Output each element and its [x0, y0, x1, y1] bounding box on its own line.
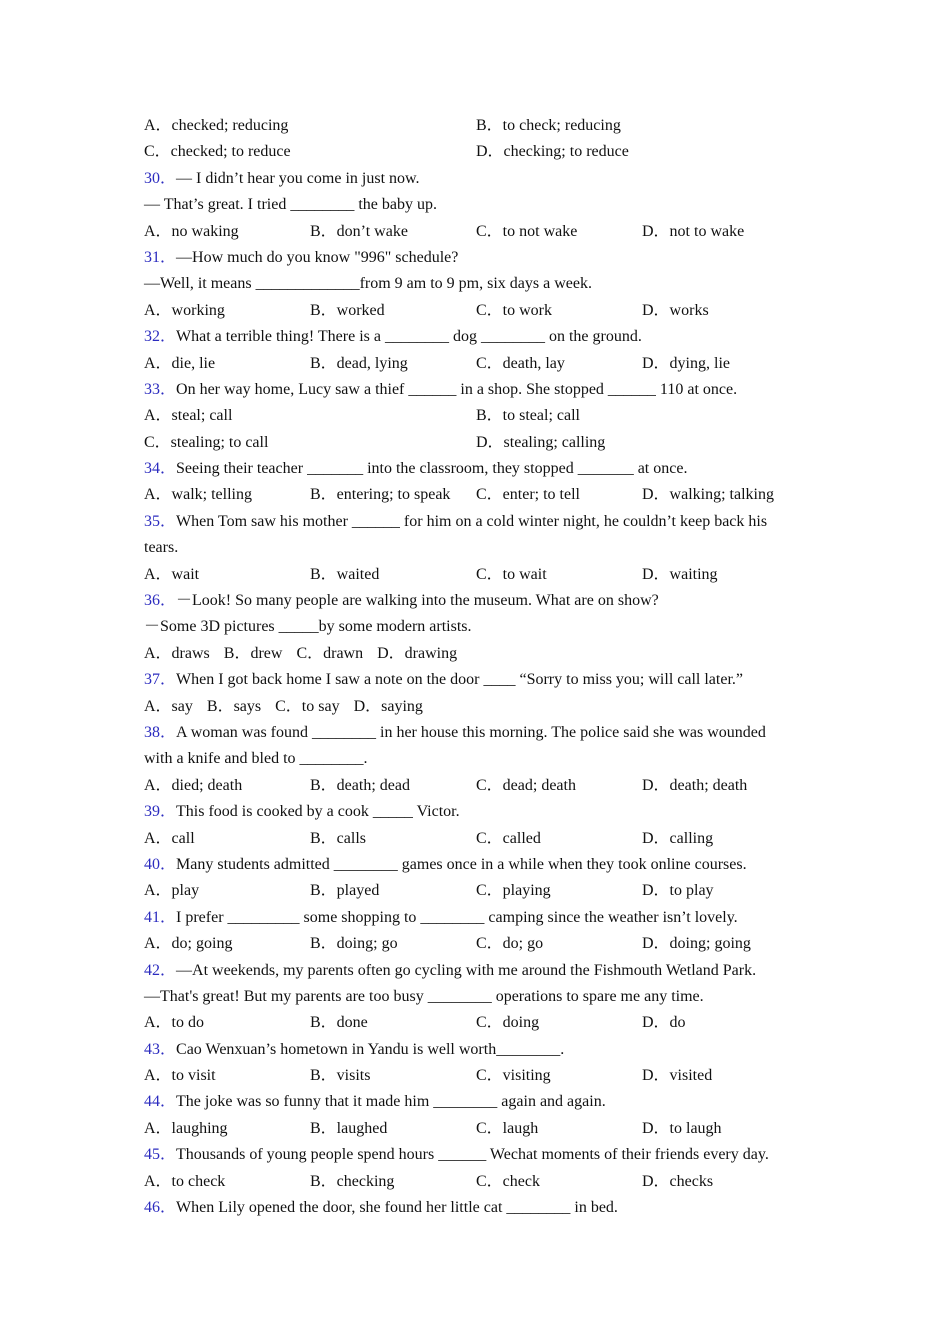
question-text: Seeing their teacher _______ into the classroom, they stopped _______ at once. [176, 460, 688, 478]
question-number: 33． [144, 380, 177, 398]
answer-option: D．saying [353, 697, 423, 715]
worksheet-page [144, 115, 814, 1223]
question-number: 32． [144, 328, 177, 346]
question-text: with a knife and bled to ________. [144, 750, 368, 768]
question-line [144, 1144, 814, 1170]
text-line [144, 273, 814, 299]
answer-option: C．to say [275, 697, 340, 715]
answer-option: B．done [310, 1014, 368, 1032]
options-line [144, 300, 814, 326]
options-line [144, 432, 814, 458]
answer-option: A．no waking [144, 222, 239, 240]
answer-option: A．working [144, 301, 225, 319]
answer-option: C．playing [476, 882, 551, 900]
options-line [144, 775, 814, 801]
answer-option: A．wait [144, 565, 200, 583]
answer-option: B．worked [310, 301, 385, 319]
answer-option: C．check [476, 1172, 540, 1190]
answer-option: A．walk; telling [144, 486, 252, 504]
text-line [144, 537, 814, 563]
answer-option: A．laughing [144, 1119, 228, 1137]
answer-option: B．calls [310, 829, 366, 847]
question-number: 46． [144, 1199, 177, 1217]
answer-option: D．checking; to reduce [476, 143, 629, 161]
answer-option: A．call [144, 829, 195, 847]
question-text: The joke was so funny that it made him ________ again and again. [176, 1093, 606, 1111]
answer-option: D．works [642, 301, 709, 319]
question-number: 31． [144, 248, 177, 266]
answer-option: B．dead, lying [310, 354, 408, 372]
question-line [144, 247, 814, 273]
answer-option: D．to play [642, 882, 714, 900]
answer-option: A．to visit [144, 1067, 216, 1085]
question-line [144, 722, 814, 748]
question-text: This food is cooked by a cook _____ Victor. [176, 803, 460, 821]
text-line [144, 616, 814, 642]
options-line [144, 696, 814, 722]
answer-option: B．drew [223, 644, 283, 662]
answer-option: C．drawn [296, 644, 364, 662]
question-number: 30． [144, 169, 177, 187]
answer-option: C．to not wake [476, 222, 578, 240]
answer-option: B．waited [310, 565, 380, 583]
question-line [144, 1197, 814, 1223]
question-text: A woman was found ________ in her house this morning. The police said she was wounded [176, 723, 766, 741]
question-text: When Tom saw his mother ______ for him on a cold winter night, he couldn’t keep back his [176, 512, 768, 530]
question-text: —At weekends, my parents often go cycling with me around the Fishmouth Wetland Park. [176, 961, 757, 979]
answer-option: A．checked; reducing [144, 117, 289, 134]
answer-option: D．drawing [377, 644, 458, 662]
question-number: 45． [144, 1146, 177, 1164]
question-text: On her way home, Lucy saw a thief ______ in a shop. She stopped ______ 110 at once. [176, 380, 738, 398]
options-line [144, 405, 814, 431]
answer-option: D．to laugh [642, 1119, 722, 1137]
answer-option: C．dead; death [476, 776, 576, 794]
question-number: 40． [144, 855, 177, 873]
question-line [144, 1091, 814, 1117]
question-text: —Well, it means _____________from 9 am to 9 pm, six days a week. [144, 275, 592, 293]
options-line [144, 141, 814, 167]
answer-option: A．play [144, 882, 200, 900]
answer-option: D．calling [642, 829, 714, 847]
question-text: Thousands of young people spend hours ______ Wechat moments of their friends every day. [176, 1146, 769, 1164]
options-line [144, 353, 814, 379]
answer-option: C．do; go [476, 935, 544, 953]
answer-option: D．not to wake [642, 222, 745, 240]
question-line [144, 907, 814, 933]
answer-option: A．say [144, 697, 193, 715]
answer-option: D．visited [642, 1067, 713, 1085]
options-line [144, 484, 814, 510]
answer-option: C．enter; to tell [476, 486, 580, 504]
answer-option: C．doing [476, 1014, 540, 1032]
answer-option: B．to check; reducing [476, 117, 621, 134]
answer-option: A．draws [144, 644, 210, 662]
question-number: 37． [144, 671, 177, 689]
question-text: — That’s great. I tried ________ the baby up. [144, 196, 437, 214]
options-line [144, 933, 814, 959]
question-number: 34． [144, 460, 177, 478]
question-text: Many students admitted ________ games once in a while when they took online courses. [176, 855, 747, 873]
answer-option: B．entering; to speak [310, 486, 451, 504]
question-number: 43． [144, 1040, 177, 1058]
question-number: 38． [144, 723, 177, 741]
options-line [144, 221, 814, 247]
question-text: —That's great! But my parents are too busy ________ operations to spare me any time. [144, 987, 704, 1005]
question-text: When Lily opened the door, she found her little cat ________ in bed. [176, 1199, 618, 1217]
answer-option: C．visiting [476, 1067, 551, 1085]
question-text: －Some 3D pictures _____by some modern artists. [144, 618, 472, 636]
answer-option: A．died; death [144, 776, 243, 794]
options-line [144, 1012, 814, 1038]
answer-option: B．to steal; call [476, 407, 580, 425]
answer-option: B．checking [310, 1172, 395, 1190]
question-text: tears. [144, 539, 179, 557]
question-line [144, 590, 814, 616]
answer-option: D．checks [642, 1172, 714, 1190]
question-number: 44． [144, 1093, 177, 1111]
question-text: I prefer _________ some shopping to ________ camping since the weather isn’t lovely. [176, 908, 738, 926]
question-text: －Look! So many people are walking into the museum. What are on show? [176, 592, 659, 610]
question-line [144, 801, 814, 827]
question-text: When I got back home I saw a note on the door ____ “Sorry to miss you; will call later.” [176, 671, 743, 689]
answer-option: A．steal; call [144, 407, 233, 425]
question-line [144, 854, 814, 880]
answer-option: D．doing; going [642, 935, 751, 953]
question-text: —How much do you know "996" schedule? [176, 248, 459, 266]
question-line [144, 511, 814, 537]
question-number: 35． [144, 512, 177, 530]
answer-option: B．says [206, 697, 262, 715]
question-line [144, 379, 814, 405]
text-line [144, 194, 814, 220]
answer-option: D．stealing; calling [476, 433, 606, 451]
answer-option: C．stealing; to call [144, 433, 269, 451]
answer-option: D．waiting [642, 565, 718, 583]
question-line [144, 168, 814, 194]
answer-option: D．walking; talking [642, 486, 774, 504]
question-number: 36． [144, 592, 177, 610]
answer-option: B．visits [310, 1067, 371, 1085]
options-line [144, 1118, 814, 1144]
options-line [144, 115, 814, 141]
answer-option: C．checked; to reduce [144, 143, 291, 161]
answer-option: B．death; dead [310, 776, 410, 794]
answer-option: A．to check [144, 1172, 226, 1190]
answer-option: C．to wait [476, 565, 547, 583]
answer-option: B．laughed [310, 1119, 388, 1137]
answer-option: D．dying, lie [642, 354, 730, 372]
question-line [144, 1039, 814, 1065]
answer-option: D．do [642, 1014, 686, 1032]
answer-option: D．death; death [642, 776, 748, 794]
answer-option: B．played [310, 882, 380, 900]
answer-option: C．laugh [476, 1119, 539, 1137]
answer-option: B．don’t wake [310, 222, 408, 240]
question-line [144, 326, 814, 352]
answer-option: C．to work [476, 301, 553, 319]
question-number: 42． [144, 961, 177, 979]
options-line [144, 1065, 814, 1091]
options-line [144, 643, 814, 669]
answer-option: B．doing; go [310, 935, 398, 953]
question-line [144, 960, 814, 986]
answer-option: A．do; going [144, 935, 233, 953]
options-line [144, 564, 814, 590]
options-line [144, 880, 814, 906]
question-number: 41． [144, 908, 177, 926]
question-line [144, 669, 814, 695]
options-line [144, 1171, 814, 1197]
question-text: Cao Wenxuan’s hometown in Yandu is well worth________. [176, 1040, 565, 1058]
answer-option: C．death, lay [476, 354, 565, 372]
question-line [144, 458, 814, 484]
text-line [144, 748, 814, 774]
answer-option: C．called [476, 829, 541, 847]
options-line [144, 828, 814, 854]
question-number: 39． [144, 803, 177, 821]
text-line [144, 986, 814, 1012]
question-text: What a terrible thing! There is a ________ dog ________ on the ground. [176, 328, 642, 346]
answer-option: A．to do [144, 1014, 205, 1032]
question-text: — I didn’t hear you come in just now. [176, 169, 420, 187]
answer-option: A．die, lie [144, 354, 216, 372]
